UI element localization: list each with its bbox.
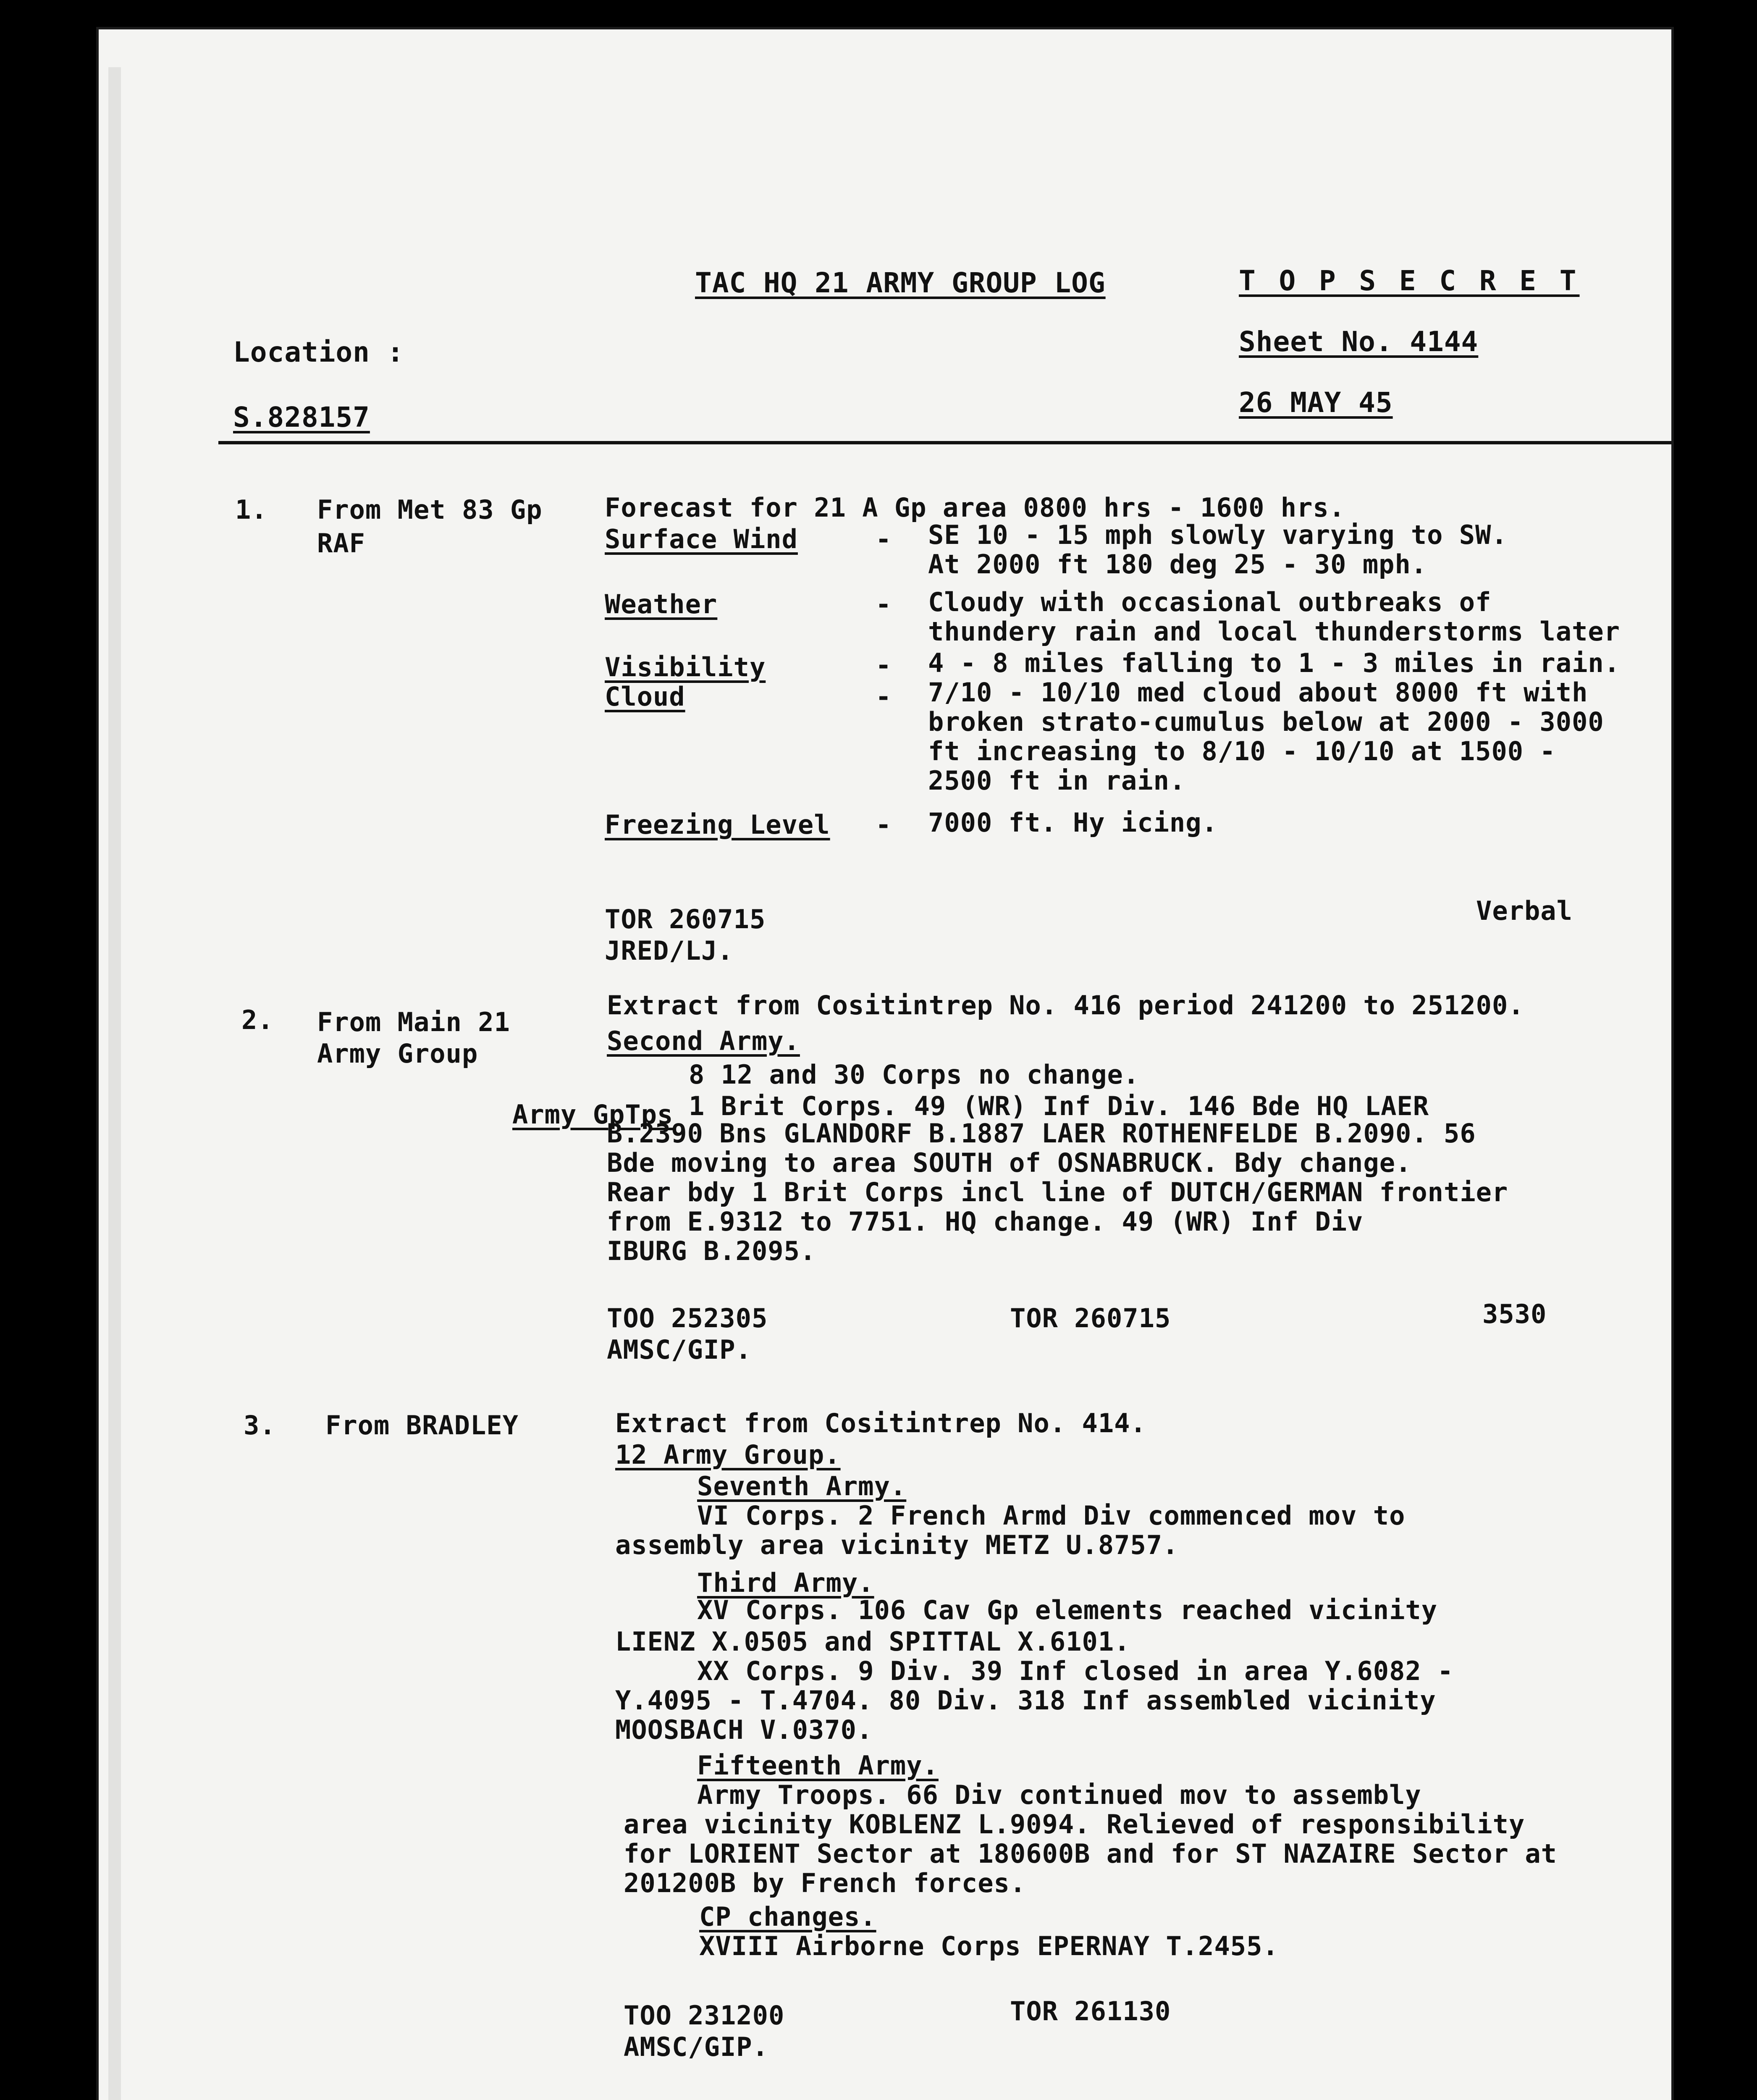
entry-line: XVIII Airborne Corps EPERNAY T.2455. [699,1931,1279,1961]
entry-line: B.2390 Bns GLANDORF B.1887 LAER ROTHENFELDE B.2090. 56 [607,1118,1476,1149]
forecast-line: SE 10 - 15 mph slowly varying to SW. [928,520,1508,550]
entry-line: VI Corps. 2 French Armd Div commenced mov to [697,1500,1406,1531]
entry-number: 3. [244,1410,276,1441]
forecast-label: Weather [605,589,718,620]
forecast-intro: Forecast for 21 A Gp area 0800 hrs - 1600 hrs. [605,492,1345,523]
location-label: Location : [233,336,404,368]
entry-source: RAF [317,528,365,559]
sheet-number: Sheet No. 4144 [1239,326,1479,358]
entry-line: MOOSBACH V.0370. [615,1714,873,1745]
entry-line: Bde moving to area SOUTH of OSNABRUCK. Bdy change. [607,1147,1412,1178]
entry-line: from E.9312 to 7751. HQ change. 49 (WR) Inf Div [607,1206,1364,1237]
entry-line: Y.4095 - T.4704. 80 Div. 318 Inf assembled vicinity [615,1685,1436,1716]
forecast-dash: - [876,524,892,554]
forecast-dash: - [876,809,892,840]
forecast-line: 7000 ft. Hy icing. [928,807,1218,838]
forecast-line: thundery rain and local thunderstorms later [928,616,1621,647]
entry-line: 8 12 and 30 Corps no change. [689,1059,1140,1090]
entry-line: Extract from Cositintrep No. 416 period 241200 to 251200. [607,990,1524,1021]
time-of-receipt: TOR 260715 [1010,1303,1171,1334]
forecast-dash: - [876,681,892,712]
entry-line: Fifteenth Army. [697,1750,939,1781]
margin-note: Army GpTps [512,1099,674,1130]
entry-line: Extract from Cositintrep No. 414. [615,1408,1146,1438]
entry-line: XV Corps. 106 Cav Gp elements reached vicinity [697,1595,1438,1625]
delivery-mode: Verbal [1476,895,1573,926]
entry-source: From Main 21 [317,1007,510,1037]
entry-line: 1 Brit Corps. 49 (WR) Inf Div. 146 Bde HQ LAER [689,1091,1429,1121]
entry-number: 2. [241,1005,274,1035]
entry-line: Rear bdy 1 Brit Corps incl line of DUTCH/GERMAN frontier [607,1177,1508,1208]
entry-line: 201200B by French forces. [624,1868,1026,1898]
entry-source: From Met 83 Gp [317,494,543,525]
forecast-line: 4 - 8 miles falling to 1 - 3 miles in rain. [928,648,1621,678]
entry-number: 1. [235,494,267,525]
time-of-receipt: TOR 260715 [605,904,766,934]
forecast-dash: - [876,589,892,620]
forecast-line: ft increasing to 8/10 - 10/10 at 1500 - [928,736,1556,766]
signals-initials: AMSC/GIP. [624,2032,768,2062]
forecast-label: Cloud [605,681,685,712]
forecast-dash: - [876,650,892,680]
entry-line: LIENZ X.0505 and SPITTAL X.6101. [615,1626,1130,1657]
time-of-origin: TOO 252305 [607,1303,768,1334]
entry-line: 12 Army Group. [615,1439,841,1470]
log-title: TAC HQ 21 ARMY GROUP LOG [695,267,1106,299]
entry-source: Army Group [317,1038,478,1069]
page-binding-edge [108,67,121,2100]
entry-line: Second Army. [607,1026,800,1056]
forecast-line: At 2000 ft 180 deg 25 - 30 mph. [928,549,1427,580]
entry-line: Third Army. [697,1567,874,1598]
forecast-label: Visibility [605,652,766,682]
forecast-line: 7/10 - 10/10 med cloud about 8000 ft with [928,677,1588,708]
entry-line: area vicinity KOBLENZ L.9094. Relieved of responsibility [624,1809,1525,1840]
signals-initials: AMSC/GIP. [607,1334,752,1365]
forecast-line: Cloudy with occasional outbreaks of [928,587,1492,617]
entry-line: Army Troops. 66 Div continued mov to assembly [697,1780,1421,1810]
entry-source: From BRADLEY [325,1410,519,1441]
classification-label: T O P S E C R E T [1239,265,1580,297]
entry-line: CP changes. [699,1901,876,1932]
message-ref: 3530 [1482,1299,1547,1329]
time-of-origin: TOO 231200 [624,2000,785,2031]
entry-line: XX Corps. 9 Div. 39 Inf closed in area Y.6082 - [697,1656,1454,1686]
time-of-receipt: TOR 261130 [1010,1996,1171,2026]
header-divider [218,441,1671,444]
log-date: 26 MAY 45 [1239,386,1393,419]
entry-line: IBURG B.2095. [607,1236,816,1266]
forecast-line: 2500 ft in rain. [928,765,1186,796]
forecast-label: Freezing Level [605,809,830,840]
forecast-line: broken strato-cumulus below at 2000 - 3000 [928,706,1604,737]
location-grid-ref: S.828157 [233,401,370,433]
signals-initials: JRED/LJ. [605,935,734,966]
entry-line: Seventh Army. [697,1471,907,1502]
entry-line: assembly area vicinity METZ U.8757. [615,1530,1179,1560]
forecast-label: Surface Wind [605,524,798,554]
entry-line: for LORIENT Sector at 180600B and for ST NAZAIRE Sector at [624,1838,1557,1869]
